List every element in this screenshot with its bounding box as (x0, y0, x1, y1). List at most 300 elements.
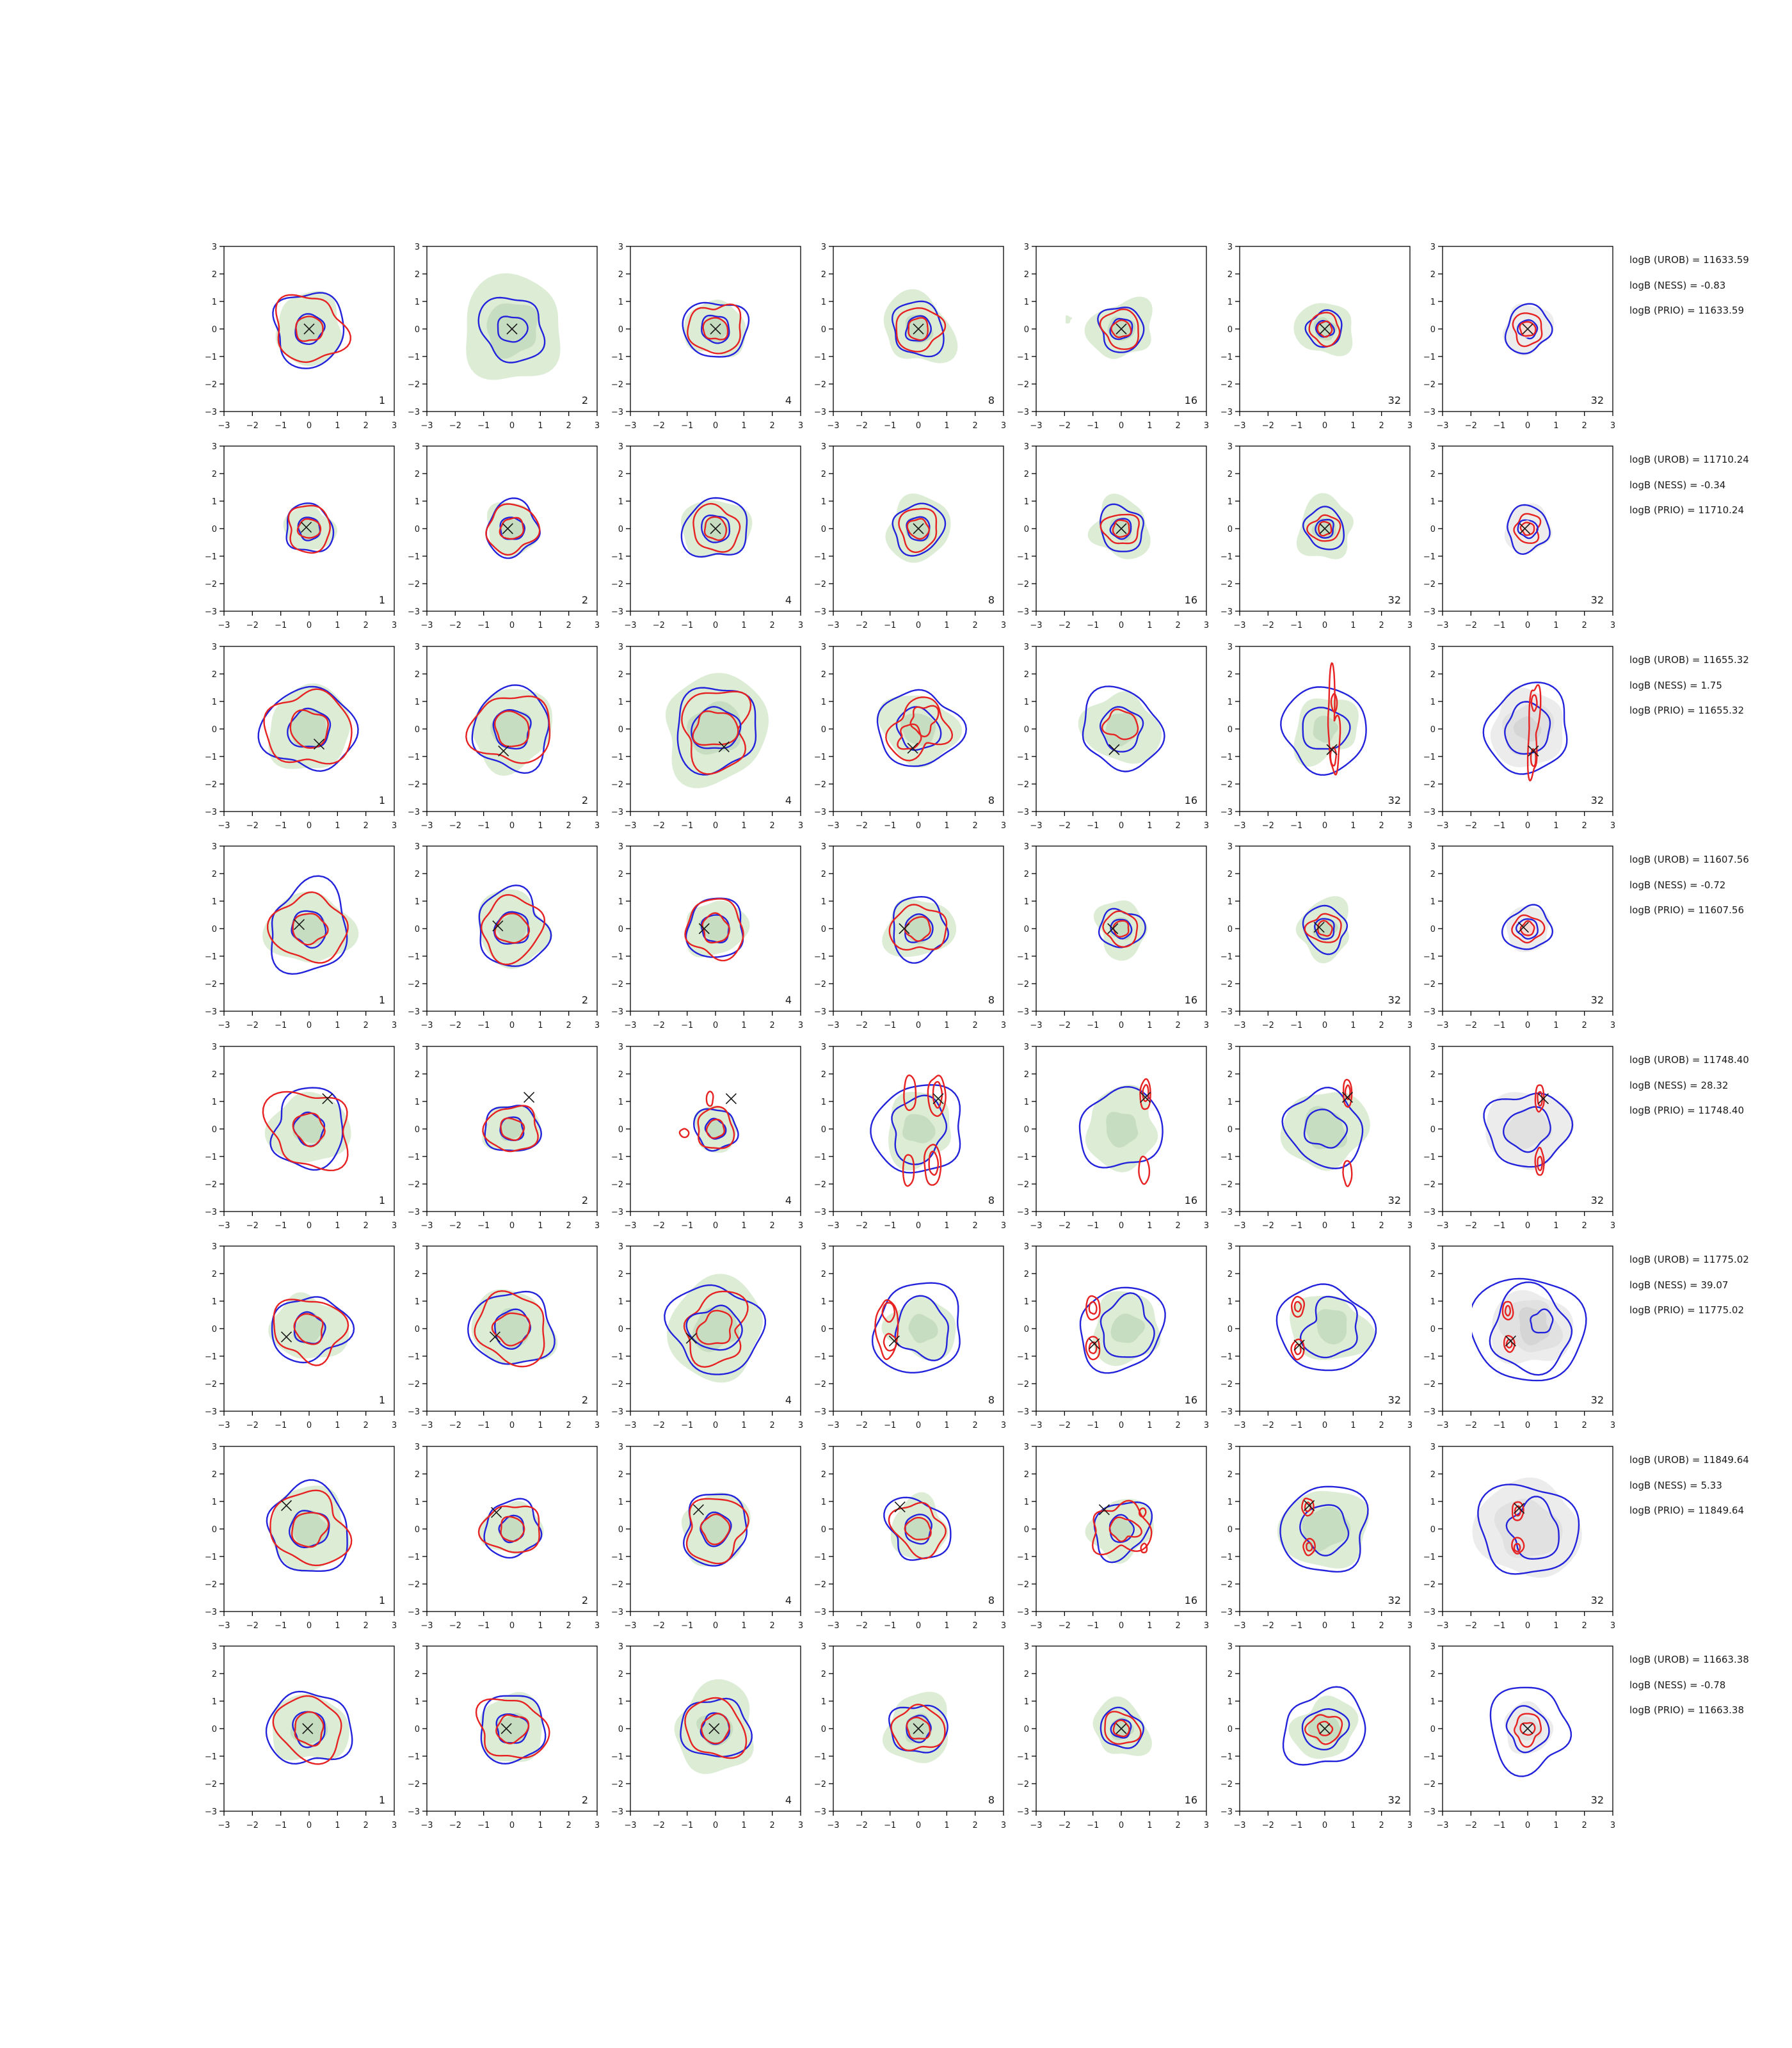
x-tick-label: 2 (769, 1621, 775, 1631)
y-tick-label: −3 (1220, 1208, 1233, 1217)
x-axis (1030, 1212, 1209, 1231)
contour-layers (1473, 1478, 1582, 1578)
x-tick-label: 3 (594, 421, 600, 431)
x-tick-label: −2 (1058, 621, 1071, 630)
y-tick-label: 0 (1227, 1125, 1233, 1135)
x-tick-label: 0 (1322, 1621, 1328, 1631)
y-tick-label: 3 (1023, 1443, 1029, 1452)
y-tick-label: −2 (611, 1580, 623, 1590)
contour-layers (884, 1492, 950, 1560)
y-tick-label: 0 (820, 525, 826, 534)
x-tick-label: −1 (884, 621, 897, 630)
y-tick-label: 0 (1227, 1525, 1233, 1535)
panel-count-label: 1 (378, 794, 385, 806)
x-tick-label: −1 (477, 421, 490, 431)
x-tick-label: −3 (624, 1421, 637, 1430)
y-tick-label: −1 (813, 1553, 826, 1562)
y-tick-label: −2 (407, 1180, 420, 1190)
y-axis (1220, 1443, 1240, 1617)
y-axis (1220, 842, 1240, 1017)
y-tick-label: 0 (820, 725, 826, 735)
x-tick-label: 3 (1610, 621, 1616, 630)
x-tick-label: 1 (944, 621, 950, 630)
y-axis (408, 1242, 427, 1417)
x-tick-label: 2 (1379, 1021, 1384, 1030)
x-axis (827, 1811, 1006, 1830)
y-tick-label: 1 (414, 1098, 420, 1107)
y-tick-label: 3 (211, 643, 217, 652)
y-tick-label: 0 (1430, 725, 1436, 735)
x-tick-label: −1 (1290, 621, 1303, 630)
x-tick-label: −3 (1436, 1621, 1449, 1631)
x-tick-label: 1 (1147, 1421, 1153, 1430)
x-tick-label: −3 (827, 1421, 840, 1430)
y-tick-label: 0 (1023, 325, 1029, 335)
y-tick-label: 3 (820, 1443, 826, 1452)
x-tick-label: 2 (1379, 1421, 1384, 1430)
x-tick-label: 3 (1610, 1421, 1616, 1430)
x-tick-label: 0 (1524, 621, 1531, 630)
x-tick-label: 3 (1203, 1821, 1210, 1830)
contour-panel-r1c2 (397, 239, 604, 432)
y-tick-label: −2 (407, 780, 420, 790)
y-tick-label: −1 (1016, 952, 1029, 962)
x-tick-label: 3 (1000, 1821, 1007, 1830)
x-tick-label: −2 (1261, 821, 1274, 831)
y-tick-label: 2 (618, 670, 623, 680)
x-tick-label: −1 (477, 1021, 490, 1030)
y-tick-label: 0 (1023, 925, 1029, 934)
x-tick-label: 2 (1581, 1621, 1587, 1631)
y-tick-label: 2 (1227, 1270, 1233, 1279)
x-tick-label: −1 (884, 421, 897, 431)
x-tick-label: 0 (1118, 821, 1124, 831)
panel-count-label: 2 (581, 1394, 588, 1406)
y-tick-label: 1 (1227, 897, 1233, 907)
panel-count-label: 4 (785, 1394, 792, 1406)
x-tick-label: −2 (1464, 1421, 1477, 1430)
x-tick-label: 0 (306, 1421, 312, 1430)
x-tick-label: 2 (1581, 1221, 1587, 1231)
contour-panel-r6c6 (1210, 1238, 1416, 1432)
x-tick-label: 3 (1407, 821, 1413, 831)
y-tick-label: −1 (1423, 552, 1436, 562)
panel-count-label: 8 (988, 594, 995, 606)
contour-panel-r7c1 (195, 1439, 401, 1632)
panel-count-label: 32 (1388, 394, 1401, 406)
y-tick-label: −1 (1220, 552, 1233, 562)
y-tick-label: 3 (820, 842, 826, 852)
x-tick-label: 1 (1350, 821, 1356, 831)
y-axis (814, 243, 833, 417)
y-tick-label: −3 (1220, 408, 1233, 417)
contour-plot (195, 1039, 401, 1232)
y-tick-label: −3 (204, 1407, 217, 1417)
y-tick-label: −3 (1423, 1608, 1436, 1617)
y-tick-label: −1 (1220, 753, 1233, 762)
y-tick-label: 2 (618, 1670, 623, 1679)
y-axis (814, 643, 833, 817)
x-tick-label: −1 (1087, 621, 1100, 630)
contour-plot (195, 1439, 401, 1632)
y-tick-label: 1 (1430, 897, 1436, 907)
x-tick-label: 1 (944, 421, 950, 431)
x-tick-label: −1 (1087, 421, 1100, 431)
y-tick-label: −3 (611, 1407, 623, 1417)
y-tick-label: 2 (1227, 270, 1233, 280)
x-tick-label: 2 (363, 1221, 369, 1231)
y-tick-label: 3 (1023, 643, 1029, 652)
y-tick-label: 2 (211, 270, 217, 280)
y-tick-label: 3 (1023, 442, 1029, 452)
x-tick-label: 3 (594, 821, 600, 831)
y-tick-label: −2 (407, 1780, 420, 1789)
y-tick-label: 2 (211, 470, 217, 479)
x-tick-label: −3 (1030, 1221, 1043, 1231)
y-tick-label: −1 (407, 1153, 420, 1162)
x-tick-label: 3 (594, 1021, 600, 1030)
y-tick-label: −1 (611, 1153, 623, 1162)
x-tick-label: 0 (712, 1021, 719, 1030)
x-tick-label: 1 (538, 1421, 543, 1430)
contour-plot (601, 1638, 807, 1832)
x-tick-label: 3 (391, 1621, 397, 1631)
panel-count-label: 16 (1184, 1794, 1197, 1806)
contour-plot (195, 239, 401, 432)
x-tick-label: −2 (449, 1021, 461, 1030)
x-tick-label: 0 (1322, 1821, 1328, 1830)
y-tick-label: 3 (1430, 1642, 1436, 1652)
contour-panel-r8c2 (397, 1638, 604, 1832)
y-tick-label: −1 (611, 353, 623, 362)
contour-layers (1085, 1499, 1154, 1564)
y-tick-label: 3 (1227, 442, 1233, 452)
y-tick-label: 1 (820, 698, 826, 707)
y-tick-label: −3 (813, 1407, 826, 1417)
x-tick-label: 0 (1322, 821, 1328, 831)
x-tick-label: 1 (1553, 1621, 1559, 1631)
y-tick-label: 0 (618, 325, 623, 335)
x-tick-label: 1 (538, 1821, 543, 1830)
y-axis (814, 442, 833, 617)
x-axis (420, 1612, 600, 1631)
contour-panel-r3c4 (804, 639, 1010, 832)
panel-count-label: 8 (988, 1794, 995, 1806)
x-tick-label: −3 (1436, 421, 1449, 431)
x-tick-label: −2 (1058, 821, 1071, 831)
contour-panel-r6c2 (397, 1238, 604, 1432)
contour-layers (1080, 1288, 1165, 1373)
x-tick-label: −1 (275, 1221, 287, 1231)
x-tick-label: 1 (538, 621, 543, 630)
x-tick-label: 0 (915, 1021, 922, 1030)
x-tick-label: −3 (1233, 1421, 1246, 1430)
y-tick-label: 2 (618, 870, 623, 879)
logb-line: logB (NESS) = 1.75 (1629, 679, 1722, 691)
y-tick-label: −2 (1016, 1180, 1029, 1190)
x-tick-label: 1 (538, 1221, 543, 1231)
y-tick-label: −1 (813, 552, 826, 562)
x-axis (218, 611, 397, 630)
y-tick-label: 3 (1430, 1242, 1436, 1252)
contour-panel-r4c3 (601, 838, 807, 1032)
x-tick-label: −1 (681, 1421, 694, 1430)
contour-plot (1210, 438, 1416, 632)
y-axis (611, 243, 630, 417)
y-tick-label: −1 (1220, 952, 1233, 962)
y-tick-label: −3 (1220, 1007, 1233, 1017)
x-tick-label: 1 (1350, 1621, 1356, 1631)
x-tick-label: −3 (1436, 1021, 1449, 1030)
x-tick-label: 2 (972, 1821, 978, 1830)
y-tick-label: 1 (1430, 1297, 1436, 1307)
x-tick-label: −2 (652, 1421, 665, 1430)
contour-layers (1502, 905, 1553, 952)
y-tick-label: 3 (618, 243, 623, 252)
x-tick-label: 2 (972, 1221, 978, 1231)
panel-count-label: 32 (1590, 1794, 1604, 1806)
panel-count-label: 2 (581, 394, 588, 406)
logb-annotation-row6 (1629, 1247, 1792, 1324)
y-tick-label: 3 (414, 1443, 420, 1452)
x-tick-label: −2 (449, 421, 461, 431)
x-tick-label: −1 (884, 1421, 897, 1430)
x-tick-label: −1 (1087, 1621, 1100, 1631)
y-tick-label: 1 (211, 1098, 217, 1107)
x-tick-label: 1 (1350, 621, 1356, 630)
contour-panel-r3c3 (601, 639, 807, 832)
x-tick-label: 3 (1407, 1421, 1413, 1430)
logb-line: logB (PRIO) = 11663.38 (1629, 1704, 1745, 1716)
contour-panel-r8c3 (601, 1638, 807, 1832)
x-tick-label: 2 (1581, 1021, 1587, 1030)
y-tick-label: −3 (1423, 408, 1436, 417)
x-tick-label: −1 (884, 1821, 897, 1830)
y-tick-label: 1 (820, 1297, 826, 1307)
y-tick-label: 2 (820, 470, 826, 479)
x-tick-label: 0 (1118, 1021, 1124, 1030)
x-tick-label: 0 (1524, 1221, 1531, 1231)
panel-count-label: 32 (1388, 1194, 1401, 1206)
x-tick-label: −2 (449, 1421, 461, 1430)
contour-layers (882, 897, 956, 963)
y-tick-label: −1 (407, 952, 420, 962)
contour-plot (397, 639, 604, 832)
y-tick-label: −2 (204, 1780, 217, 1789)
y-tick-label: 1 (1023, 897, 1029, 907)
contour-plot (1413, 1039, 1619, 1232)
y-axis (1220, 1242, 1240, 1417)
y-tick-label: 1 (1227, 1498, 1233, 1507)
x-tick-label: −3 (1233, 1621, 1246, 1631)
panel-count-label: 8 (988, 794, 995, 806)
x-axis (1233, 1811, 1412, 1830)
x-tick-label: 2 (1581, 1821, 1587, 1830)
panel-count-label: 8 (988, 1194, 995, 1206)
contour-layers (1297, 493, 1354, 559)
y-tick-label: 1 (1227, 298, 1233, 307)
y-tick-label: −3 (1220, 1608, 1233, 1617)
x-tick-label: 2 (566, 1821, 572, 1830)
x-tick-label: 1 (335, 421, 340, 431)
x-tick-label: 1 (741, 1821, 747, 1830)
y-tick-label: 0 (618, 1325, 623, 1334)
x-tick-label: 3 (1610, 1621, 1616, 1631)
x-tick-label: 1 (944, 1821, 950, 1830)
y-tick-label: 0 (1430, 1125, 1436, 1135)
logb-annotation-row8 (1629, 1647, 1792, 1724)
x-tick-label: 1 (1350, 1221, 1356, 1231)
y-tick-label: −3 (611, 808, 623, 817)
x-tick-label: −3 (420, 1621, 433, 1631)
x-tick-label: −2 (449, 1621, 461, 1631)
contour-plot (1210, 1439, 1416, 1632)
y-tick-label: 2 (1023, 1670, 1029, 1679)
y-tick-label: −1 (1423, 753, 1436, 762)
y-tick-label: −2 (813, 780, 826, 790)
contour-layers (267, 1480, 351, 1572)
contour-layers (486, 498, 540, 558)
y-axis (611, 1443, 630, 1617)
y-tick-label: −1 (204, 353, 217, 362)
contour-plot (601, 1238, 807, 1432)
y-axis (205, 842, 224, 1017)
y-tick-label: 3 (1430, 1443, 1436, 1452)
y-tick-label: −2 (204, 780, 217, 790)
contour-plot (195, 1238, 401, 1432)
x-tick-label: 3 (594, 1421, 600, 1430)
contour-panel-r5c6 (1210, 1039, 1416, 1232)
y-tick-label: −3 (1423, 1807, 1436, 1817)
panel-count-label: 2 (581, 994, 588, 1006)
y-tick-label: 2 (414, 1070, 420, 1080)
y-tick-label: −2 (204, 1180, 217, 1190)
contour-plot (195, 1638, 401, 1832)
x-axis (1233, 1212, 1412, 1231)
x-tick-label: 0 (712, 1621, 719, 1631)
y-tick-label: −1 (611, 952, 623, 962)
x-tick-label: −3 (1030, 1421, 1043, 1430)
x-tick-label: −3 (827, 621, 840, 630)
y-tick-label: −2 (1423, 1580, 1436, 1590)
x-tick-label: −1 (1493, 421, 1506, 431)
logb-line: logB (NESS) = 39.07 (1629, 1279, 1729, 1291)
y-tick-label: 1 (618, 897, 623, 907)
x-tick-label: 3 (797, 621, 804, 630)
panel-count-label: 1 (378, 1394, 385, 1406)
contour-plot (601, 438, 807, 632)
y-tick-label: 0 (1430, 925, 1436, 934)
logb-line: logB (UROB) = 11849.64 (1629, 1454, 1749, 1466)
y-tick-label: 2 (1227, 1070, 1233, 1080)
x-tick-label: −1 (1087, 1221, 1100, 1231)
contour-layers (476, 1692, 549, 1764)
y-tick-label: 1 (414, 897, 420, 907)
contour-plot (1210, 1638, 1416, 1832)
x-tick-label: −2 (855, 1221, 868, 1231)
x-tick-label: 1 (335, 1621, 340, 1631)
y-tick-label: 1 (1430, 1498, 1436, 1507)
contour-panel-r1c1 (195, 239, 401, 432)
x-tick-label: −2 (855, 821, 868, 831)
y-tick-label: 3 (1227, 1043, 1233, 1052)
y-tick-label: −2 (813, 1380, 826, 1389)
contour-panel-r6c7 (1413, 1238, 1619, 1432)
x-tick-label: −2 (652, 1221, 665, 1231)
panel-count-label: 4 (785, 1594, 792, 1606)
x-tick-label: −3 (1030, 421, 1043, 431)
y-tick-label: 3 (820, 243, 826, 252)
x-tick-label: 3 (594, 1221, 600, 1231)
x-tick-label: −2 (246, 421, 259, 431)
y-axis (814, 1443, 833, 1617)
contour-panel-r2c6 (1210, 438, 1416, 632)
y-tick-label: 0 (1227, 1725, 1233, 1734)
y-tick-label: −3 (1016, 1608, 1029, 1617)
x-tick-label: 2 (566, 821, 572, 831)
x-axis (420, 1411, 600, 1430)
x-tick-label: −3 (1030, 821, 1043, 831)
y-tick-label: 0 (211, 1525, 217, 1535)
y-tick-label: 0 (820, 325, 826, 335)
x-tick-label: 1 (944, 1221, 950, 1231)
y-tick-label: 2 (820, 870, 826, 879)
contour-plot (397, 1439, 604, 1632)
y-axis (1017, 1443, 1036, 1617)
y-tick-label: 1 (1227, 698, 1233, 707)
y-tick-label: −1 (813, 1752, 826, 1762)
panel-count-label: 32 (1388, 1594, 1401, 1606)
x-tick-label: 3 (797, 1221, 804, 1231)
contour-layers (478, 885, 552, 969)
x-tick-label: 1 (335, 1021, 340, 1030)
y-axis (1017, 842, 1036, 1017)
y-tick-label: −2 (1423, 780, 1436, 790)
contour-plot (1413, 1439, 1619, 1632)
y-tick-label: 3 (1023, 243, 1029, 252)
x-tick-label: −2 (1464, 621, 1477, 630)
y-tick-label: −2 (1220, 980, 1233, 989)
y-tick-label: 1 (618, 1297, 623, 1307)
x-tick-label: −1 (884, 1021, 897, 1030)
x-axis (624, 812, 803, 831)
x-tick-label: 2 (1379, 821, 1384, 831)
x-tick-label: −3 (1436, 1221, 1449, 1231)
logb-line: logB (NESS) = -0.72 (1629, 879, 1726, 891)
y-tick-label: −2 (1423, 580, 1436, 589)
y-tick-label: −2 (611, 380, 623, 390)
x-tick-label: 3 (1407, 621, 1413, 630)
y-tick-label: −1 (204, 1553, 217, 1562)
x-axis (624, 611, 803, 630)
x-axis (1233, 412, 1412, 431)
contour-layers (682, 1492, 751, 1567)
y-tick-label: 3 (1227, 1443, 1233, 1452)
y-tick-label: 3 (211, 842, 217, 852)
y-tick-label: 3 (1430, 842, 1436, 852)
panel-count-label: 4 (785, 994, 792, 1006)
x-tick-label: −3 (218, 621, 230, 630)
y-tick-label: −1 (1016, 353, 1029, 362)
y-tick-label: 0 (1227, 925, 1233, 934)
contour-plot (601, 1439, 807, 1632)
y-tick-label: 3 (211, 1043, 217, 1052)
logb-annotation-row2 (1629, 447, 1792, 524)
x-axis (420, 1011, 600, 1030)
contour-layers (675, 1679, 754, 1774)
x-tick-label: −3 (624, 421, 637, 431)
y-tick-label: 3 (820, 1043, 826, 1052)
